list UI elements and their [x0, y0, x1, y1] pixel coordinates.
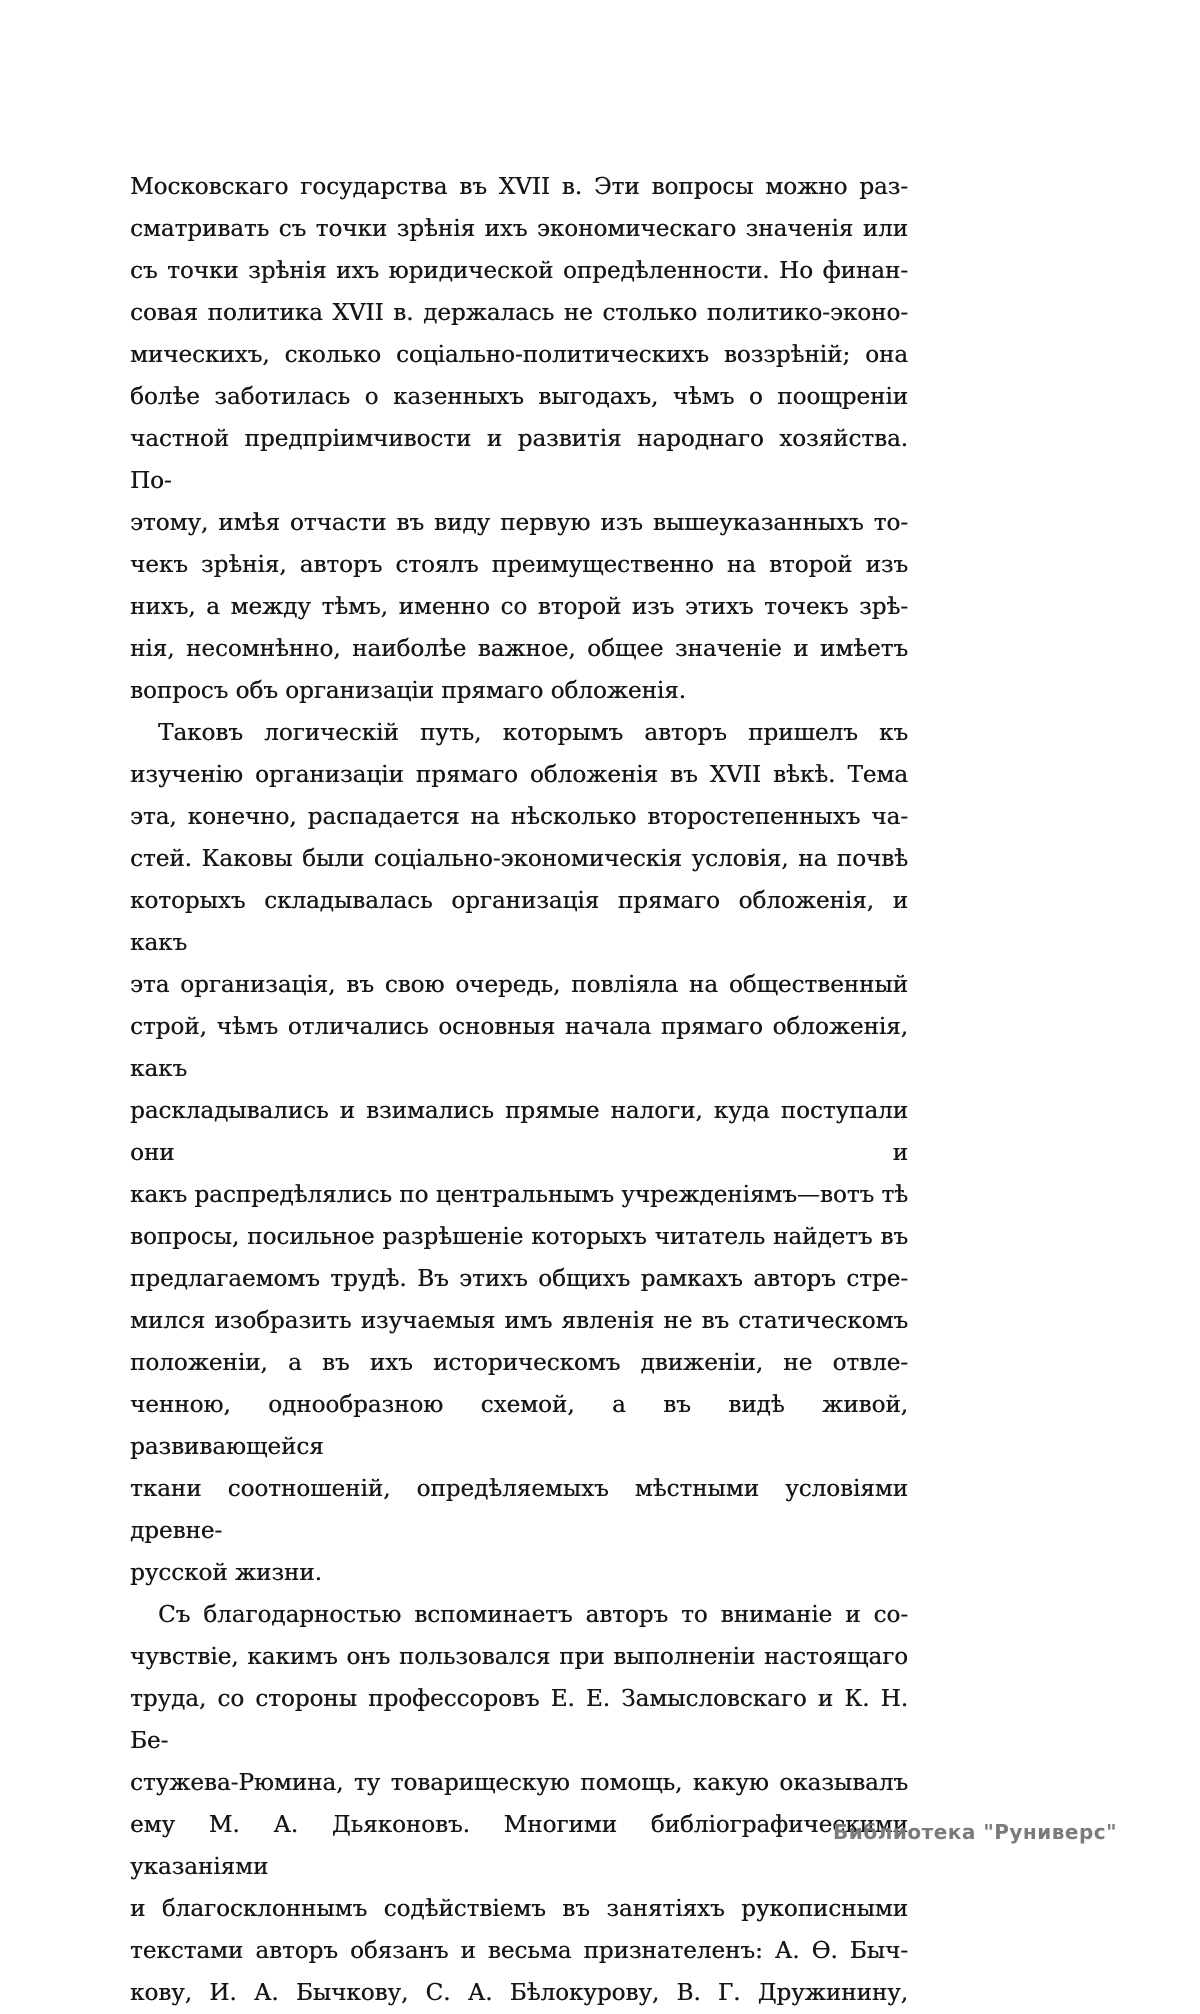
text-line: предлагаемомъ трудѣ. Въ этихъ общихъ рамкахъ авторъ стре-	[130, 1266, 908, 1292]
text-line: вопросъ объ организаціи прямаго обложенія.	[130, 678, 686, 704]
text-line: текстами авторъ обязанъ и весьма признателенъ: А. Ѳ. Быч-	[130, 1938, 908, 1964]
page-text-block	[130, 166, 908, 2014]
text-line: мическихъ, сколько соціально-политическихъ воззрѣній; она	[130, 342, 908, 368]
text-line: положеніи, а въ ихъ историческомъ движеніи, не отвле-	[130, 1350, 908, 1376]
text-line: какъ распредѣлялись по центральнымъ учрежденіямъ—вотъ тѣ	[130, 1182, 908, 1208]
runivers-library-watermark: Библиотека "Руниверс"	[833, 1820, 1118, 1844]
text-line: ченною, однообразною схемой, а въ видѣ живой, развивающейся	[130, 1392, 908, 1460]
text-line: сматривать съ точки зрѣнія ихъ экономическаго значенія или	[130, 216, 908, 242]
text-line: раскладывались и взимались прямые налоги, куда поступали они и	[130, 1098, 908, 1166]
text-line: чувствіе, какимъ онъ пользовался при выполненіи настоящаго	[130, 1644, 908, 1670]
text-line: Таковъ логическій путь, которымъ авторъ пришелъ къ	[158, 720, 908, 746]
text-line: эта организація, въ свою очередь, повліяла на общественный	[130, 972, 908, 998]
text-line: русской жизни.	[130, 1560, 322, 1586]
text-line: Московскаго государства въ XVII в. Эти вопросы можно раз-	[130, 174, 908, 200]
text-line: стужева-Рюмина, ту товарищескую помощь, какую оказывалъ	[130, 1770, 908, 1796]
text-line: стей. Каковы были соціально-экономическія условія, на почвѣ	[130, 846, 908, 872]
text-line: которыхъ складывалась организація прямаго обложенія, и какъ	[130, 888, 908, 956]
text-line: вопросы, посильное разрѣшеніе которыхъ читатель найдетъ въ	[130, 1224, 908, 1250]
text-line: частной предпріимчивости и развитія народнаго хозяйства. По-	[130, 426, 908, 494]
text-line: Съ благодарностью вспоминаетъ авторъ то вниманіе и со-	[158, 1602, 908, 1628]
text-line: этому, имѣя отчасти въ виду первую изъ вышеуказанныхъ то-	[130, 510, 908, 536]
text-line: изученію организаціи прямаго обложенія въ XVII вѣкѣ. Тема	[130, 762, 908, 788]
text-line: съ точки зрѣнія ихъ юридической опредѣленности. Но финан-	[130, 258, 908, 284]
text-line: ткани соотношеній, опредѣляемыхъ мѣстными условіями древне-	[130, 1476, 908, 1544]
text-line: труда, со стороны профессоровъ Е. Е. Замысловскаго и К. Н. Бе-	[130, 1686, 908, 1754]
text-line: нихъ, а между тѣмъ, именно со второй изъ этихъ точекъ зрѣ-	[130, 594, 908, 620]
text-line: чекъ зрѣнія, авторъ стоялъ преимущественно на второй изъ	[130, 552, 908, 578]
text-line: нія, несомнѣнно, наиболѣе важное, общее значеніе и имѣетъ	[130, 636, 908, 662]
text-line: мился изобразить изучаемыя имъ явленія не въ статическомъ	[130, 1308, 908, 1334]
text-line: ему М. А. Дьяконовъ. Многими библіографическими указаніями	[130, 1812, 908, 1880]
text-line: строй, чѣмъ отличались основныя начала прямаго обложенія, какъ	[130, 1014, 908, 1082]
text-line: кову, И. А. Бычкову, С. А. Бѣлокурову, В. Г. Дружинину,	[130, 1980, 908, 2006]
text-line: и благосклоннымъ содѣйствіемъ въ занятіяхъ рукописными	[130, 1896, 908, 1922]
text-line: болѣе заботилась о казенныхъ выгодахъ, чѣмъ о поощреніи	[130, 384, 908, 410]
text-line: эта, конечно, распадается на нѣсколько второстепенныхъ ча-	[130, 804, 908, 830]
text-line: совая политика XVII в. держалась не столько политико-эконо-	[130, 300, 908, 326]
